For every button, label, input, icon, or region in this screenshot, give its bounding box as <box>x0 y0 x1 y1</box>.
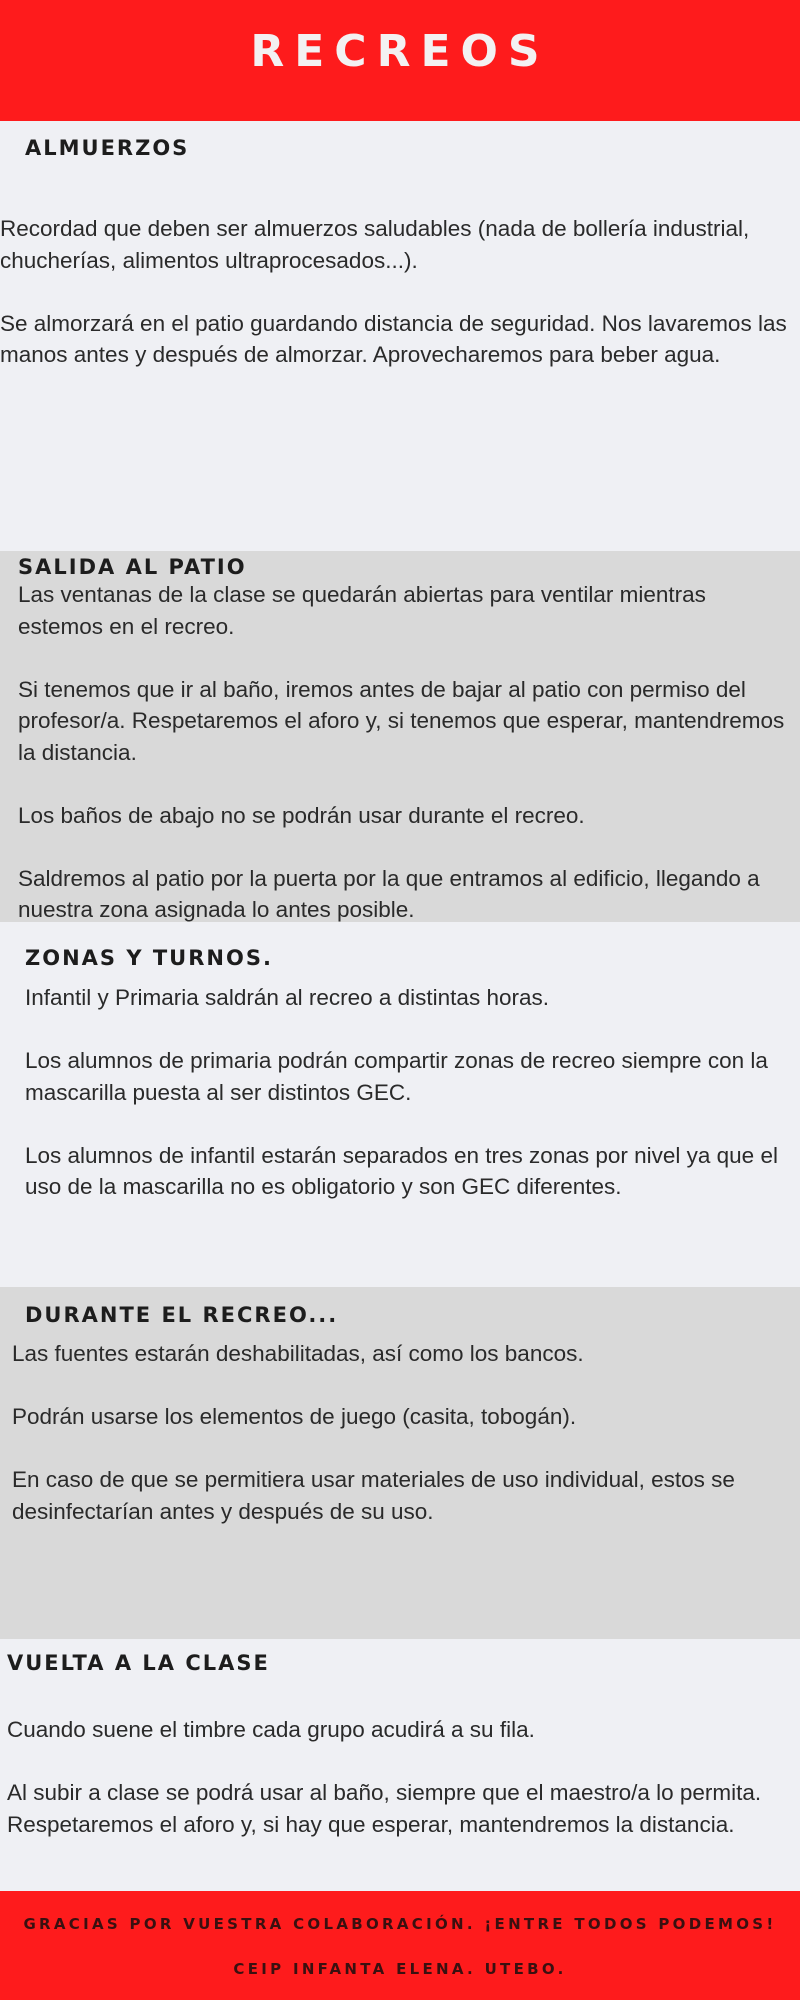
section-almuerzos <box>0 121 800 551</box>
paragraph: Infantil y Primaria saldrán al recreo a distintas horas. <box>25 985 549 1010</box>
section-heading-salida-al-patio: SALIDA AL PATIO <box>18 555 247 579</box>
paragraph: Al subir a clase se podrá usar al baño, siempre que el maestro/a lo permita. Respetaremos el aforo y, si hay que esperar, mantendremos la distancia. <box>7 1780 762 1837</box>
section-salida-al-patio <box>0 551 800 922</box>
section-body-durante-el-recreo <box>12 1338 790 1527</box>
section-vuelta-a-la-clase <box>0 1639 800 1891</box>
section-heading-durante-el-recreo: DURANTE EL RECREO... <box>25 1303 339 1327</box>
section-heading-almuerzos: ALMUERZOS <box>25 136 190 160</box>
section-zonas-y-turnos <box>0 922 800 1287</box>
section-body-vuelta-a-la-clase <box>7 1714 792 1840</box>
paragraph: En caso de que se permitiera usar materiales de uso individual, estos se desinfectarían antes y después de su uso. <box>12 1467 735 1524</box>
page-header <box>0 0 800 121</box>
section-durante-el-recreo <box>0 1287 800 1639</box>
paragraph: Los baños de abajo no se podrán usar durante el recreo. <box>18 802 585 828</box>
paragraph: Las fuentes estarán deshabilitadas, así como los bancos. <box>12 1341 584 1366</box>
paragraph: Se almorzará en el patio guardando distancia de seguridad. Nos lavaremos las manos antes y después de almorzar. Aprovecharemos para beber agua. <box>0 310 787 367</box>
section-body-almuerzos <box>0 213 790 371</box>
paragraph: Cuando suene el timbre cada grupo acudirá a su fila. <box>7 1717 535 1742</box>
paragraph: Los alumnos de infantil estarán separados en tres zonas por nivel ya que el uso de la mascarilla no es obligatorio y son GEC diferentes. <box>25 1142 778 1199</box>
footer-thanks: GRACIAS POR VUESTRA COLABORACIÓN. ¡ENTRE TODOS PODEMOS! <box>23 1915 777 1933</box>
page-footer <box>0 1891 800 2000</box>
paragraph: Las ventanas de la clase se quedarán abiertas para ventilar mientras estemos en el recreo. <box>18 582 706 639</box>
paragraph: Si tenemos que ir al baño, iremos antes de bajar al patio con permiso del profesor/a. Respetaremos el aforo y, si tenemos que esperar, mantendremos la distancia. <box>18 676 785 765</box>
footer-school: CEIP INFANTA ELENA. UTEBO. <box>233 1960 567 1978</box>
paragraph: Podrán usarse los elementos de juego (casita, tobogán). <box>12 1404 577 1429</box>
section-body-salida-al-patio <box>18 579 793 926</box>
paragraph: Recordad que deben ser almuerzos saludables (nada de bollería industrial, chucherías, alimentos ultraprocesados...). <box>0 216 750 273</box>
paragraph: Los alumnos de primaria podrán compartir zonas de recreo siempre con la mascarilla puesta al ser distintos GEC. <box>25 1048 768 1105</box>
page-title: RECREOS <box>250 26 550 77</box>
paragraph: Saldremos al patio por la puerta por la que entramos al edificio, llegando a nuestra zona asignada lo antes posible. <box>18 865 760 922</box>
section-body-zonas-y-turnos <box>25 982 790 1203</box>
section-heading-zonas-y-turnos: ZONAS Y TURNOS. <box>25 946 273 970</box>
section-heading-vuelta-a-la-clase: VUELTA A LA CLASE <box>7 1651 270 1675</box>
